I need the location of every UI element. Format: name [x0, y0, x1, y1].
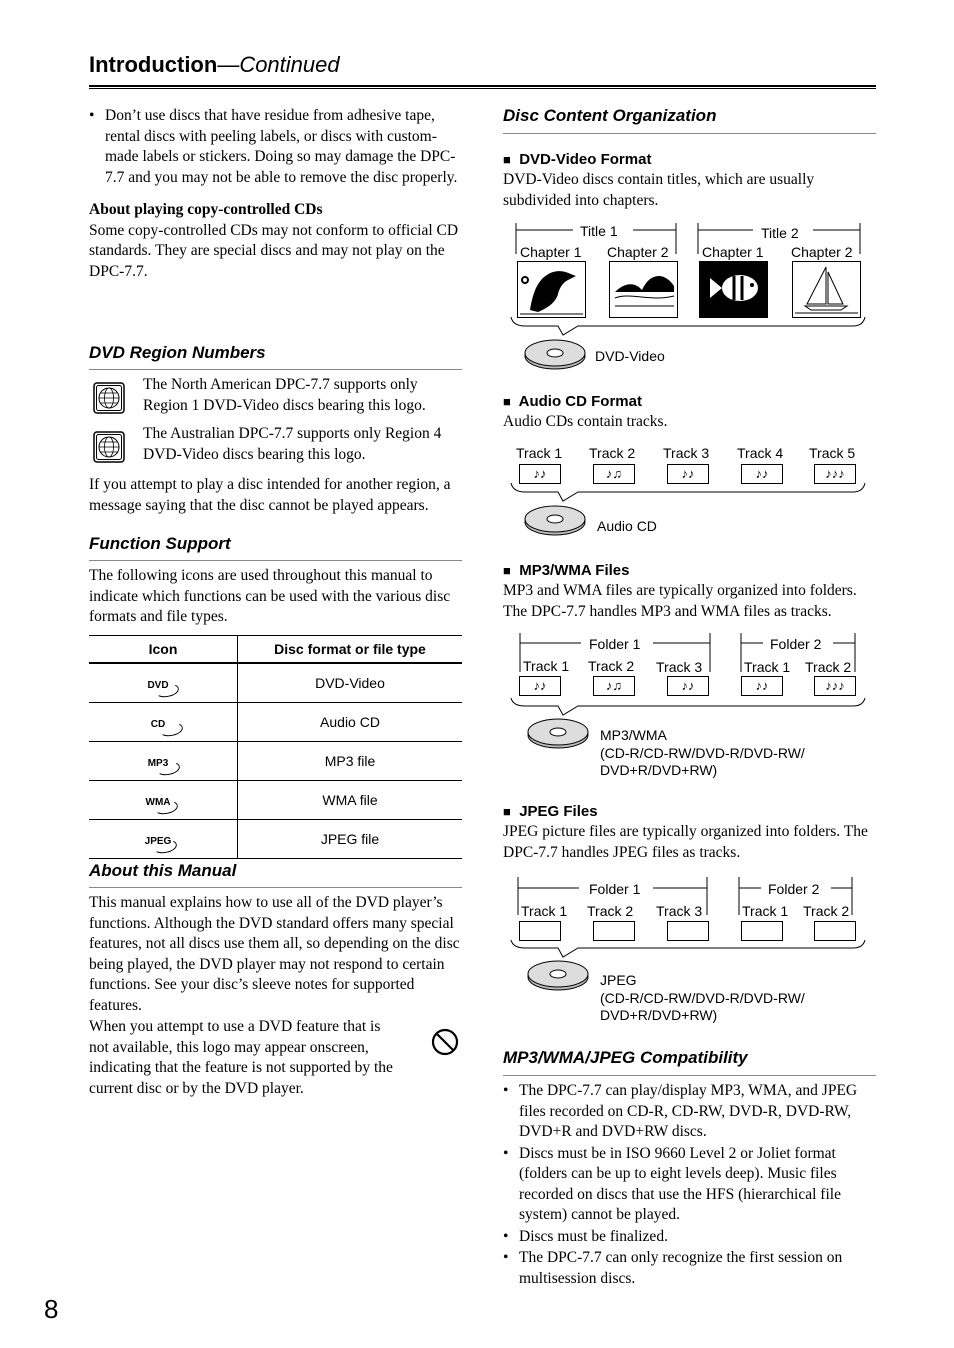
- mp3-track-label: Track 1: [744, 659, 791, 675]
- image-placeholder-icon: [667, 921, 709, 941]
- dvd-format-title: ■ DVD-Video Format: [503, 151, 652, 168]
- page-number: 8: [44, 1294, 59, 1324]
- cd-track-label: Track 4: [737, 445, 784, 461]
- table-cell-type: JPEG file: [238, 820, 463, 859]
- table-header-row: [89, 636, 462, 664]
- music-note-icon: ♪♪♪: [814, 676, 856, 696]
- function-icon-table: [89, 635, 462, 859]
- music-note-icon: ♪♫: [593, 464, 635, 484]
- region-4-text: The Australian DPC-7.7 supports only Region 4 DVD-Video discs bearing this logo.: [143, 425, 442, 463]
- music-note-icon: ♪♪: [519, 464, 561, 484]
- cd-track-label: Track 2: [589, 445, 636, 461]
- cd-structure-diagram: [503, 440, 878, 540]
- left-column: [89, 106, 462, 282]
- dvd-disc-icon: [523, 338, 587, 372]
- jpeg-structure-diagram: [503, 870, 878, 1030]
- region-4-globe-icon: [93, 431, 125, 463]
- header-rule: [89, 85, 876, 89]
- title-1-label: Title 1: [580, 223, 618, 239]
- list-item: • The DPC-7.7 can only recognize the first session on multisession discs.: [503, 1248, 878, 1289]
- col-type-header: Disc format or file type: [238, 636, 463, 664]
- jpeg-track-label: Track 2: [803, 903, 850, 919]
- function-text: The following icons are used throughout this manual to indicate which functions can be used with the various disc formats and file types.: [89, 567, 451, 625]
- mp3-disc-label: MP3/WMA (CD-R/CD-RW/DVD-R/DVD-RW/ DVD+R/DVD+RW): [600, 727, 805, 778]
- table-row: [89, 781, 462, 820]
- music-note-icon: ♪♪: [519, 676, 561, 696]
- jpeg-disc-label: JPEG (CD-R/CD-RW/DVD-R/DVD-RW/ DVD+R/DVD+RW): [600, 972, 805, 1023]
- music-note-icon: ♪♪: [667, 464, 709, 484]
- jpeg-format-title: ■ JPEG Files: [503, 803, 598, 820]
- jpeg-badge-icon: JPEG: [145, 837, 182, 847]
- mp3-track-label: Track 1: [523, 658, 570, 674]
- chapter-label: Chapter 1: [702, 244, 764, 260]
- image-placeholder-icon: [741, 921, 783, 941]
- disc-org-heading: Disc Content Organization: [503, 106, 717, 125]
- jpeg-track-label: Track 3: [656, 903, 703, 919]
- list-item: • The DPC-7.7 can play/display MP3, WMA, and JPEG files recorded on CD-R, CD-RW, DVD-R, DVD-RW, DVD+R and DVD+RW discs.: [503, 1081, 878, 1143]
- function-rule: [89, 560, 462, 561]
- table-row: [89, 742, 462, 781]
- mp3-format-title: ■ MP3/WMA Files: [503, 562, 630, 579]
- mp3-badge-icon: MP3: [148, 759, 179, 769]
- table-cell-type: DVD-Video: [238, 663, 463, 703]
- dvd-format-text: DVD-Video discs contain titles, which are usually subdivided into chapters.: [503, 171, 815, 209]
- copy-controlled-text: Some copy-controlled CDs may not conform to official CD standards. They are special discs and may not play on the DPC-7.7.: [89, 221, 459, 280]
- list-item: • Discs must be finalized.: [503, 1227, 878, 1248]
- region-heading: DVD Region Numbers: [89, 343, 266, 362]
- jpeg-track-label: Track 2: [587, 903, 634, 919]
- chapter-label: Chapter 2: [791, 244, 853, 260]
- cd-disc-label: Audio CD: [597, 518, 657, 534]
- dvd-structure-diagram: [503, 218, 878, 378]
- cd-format-title: ■ Audio CD Format: [503, 393, 642, 410]
- mp3-track-label: Track 3: [656, 659, 703, 675]
- mp3-disc-icon: [526, 717, 590, 751]
- disc-org-rule: [503, 133, 876, 134]
- region-1-text: The North American DPC-7.7 supports only Region 1 DVD-Video discs bearing this logo.: [143, 376, 426, 414]
- compat-list: [503, 1081, 878, 1289]
- table-cell-type: WMA file: [238, 781, 463, 820]
- dvd-disc-label: DVD-Video: [595, 348, 665, 364]
- cd-disc-icon: [523, 504, 587, 538]
- page-header: Introduction—Continued: [89, 52, 340, 77]
- dvd-badge-icon: DVD: [147, 681, 178, 691]
- image-placeholder-icon: [593, 921, 635, 941]
- compat-rule: [503, 1075, 876, 1076]
- table-row: [89, 703, 462, 742]
- folder-1-label: Folder 1: [589, 881, 641, 897]
- prohibited-icon: [430, 1027, 460, 1057]
- cd-track-label: Track 1: [516, 445, 563, 461]
- sailboat-picture-icon: [792, 261, 861, 318]
- mp3-track-label: Track 2: [588, 658, 635, 674]
- manual-heading: About this Manual: [89, 861, 237, 880]
- chapter-label: Chapter 1: [520, 244, 582, 260]
- music-note-icon: ♪♪: [667, 676, 709, 696]
- manual-rule: [89, 887, 462, 888]
- jpeg-format-text: JPEG picture files are typically organized into folders. The DPC-7.7 handles JPEG files as tracks.: [503, 823, 868, 861]
- manual-text: This manual explains how to use all of the DVD player’s functions. Although the DVD standard offers many special features, not all discs use them all, so depending on the disc being played, the DVD player may not respond to certain functions. See your disc’s sleeve notes for supported features.: [89, 894, 460, 1014]
- copy-controlled-heading: About playing copy-controlled CDs: [89, 201, 323, 218]
- table-cell-type: Audio CD: [238, 703, 463, 742]
- list-item: • Discs must be in ISO 9660 Level 2 or Joliet format (folders can be up to eight levels deep). Music files recorded on discs that use the HFS (hierarchical file system) cannot be played.: [503, 1144, 878, 1226]
- cd-track-label: Track 3: [663, 445, 710, 461]
- title-2-label: Title 2: [761, 225, 799, 241]
- table-row: [89, 820, 462, 859]
- mp3-structure-diagram: [503, 628, 878, 788]
- disc-warning-bullet: • Don’t use discs that have residue from adhesive tape, rental discs with peeling labels, or discs with custom-made labels or stickers. Doing so may damage the DPC-7.7 and you may not be able to remove the disc properly.: [89, 106, 462, 188]
- mp3-track-label: Track 2: [805, 659, 852, 675]
- music-note-icon: ♪♫: [593, 676, 635, 696]
- music-note-icon: ♪♪♪: [814, 464, 856, 484]
- image-placeholder-icon: [814, 921, 856, 941]
- jpeg-track-label: Track 1: [521, 903, 568, 919]
- image-placeholder-icon: [519, 921, 561, 941]
- cd-format-text: Audio CDs contain tracks.: [503, 413, 668, 430]
- col-icon-header: Icon: [89, 636, 238, 664]
- cd-track-label: Track 5: [809, 445, 856, 461]
- manual-unsupported-text: When you attempt to use a DVD feature that is not available, this logo may appear onscreen, indicating that the feature is not supported by the current disc or by the DVD player.: [89, 1018, 393, 1097]
- folder-2-label: Folder 2: [770, 636, 822, 652]
- region-rule: [89, 369, 462, 370]
- cd-badge-icon: CD: [151, 720, 175, 730]
- mp3-format-text: MP3 and WMA files are typically organized into folders. The DPC-7.7 handles MP3 and WMA files as tracks.: [503, 582, 857, 620]
- folder-1-label: Folder 1: [589, 636, 641, 652]
- dolphin-picture-icon: [517, 261, 586, 318]
- wma-badge-icon: WMA: [146, 798, 181, 808]
- chapter-label: Chapter 2: [607, 244, 669, 260]
- jpeg-track-label: Track 1: [742, 903, 789, 919]
- table-cell-type: MP3 file: [238, 742, 463, 781]
- table-row: [89, 663, 462, 703]
- fish-picture-icon: [699, 261, 768, 318]
- folder-2-label: Folder 2: [768, 881, 820, 897]
- jpeg-disc-icon: [526, 959, 590, 993]
- region-note: If you attempt to play a disc intended for another region, a message saying that the disc cannot be played appears.: [89, 476, 451, 514]
- region-1-globe-icon: [93, 382, 125, 414]
- function-heading: Function Support: [89, 534, 231, 553]
- music-note-icon: ♪♪: [741, 676, 783, 696]
- music-note-icon: ♪♪: [741, 464, 783, 484]
- compat-heading: MP3/WMA/JPEG Compatibility: [503, 1048, 748, 1067]
- seabird-picture-icon: [609, 261, 678, 318]
